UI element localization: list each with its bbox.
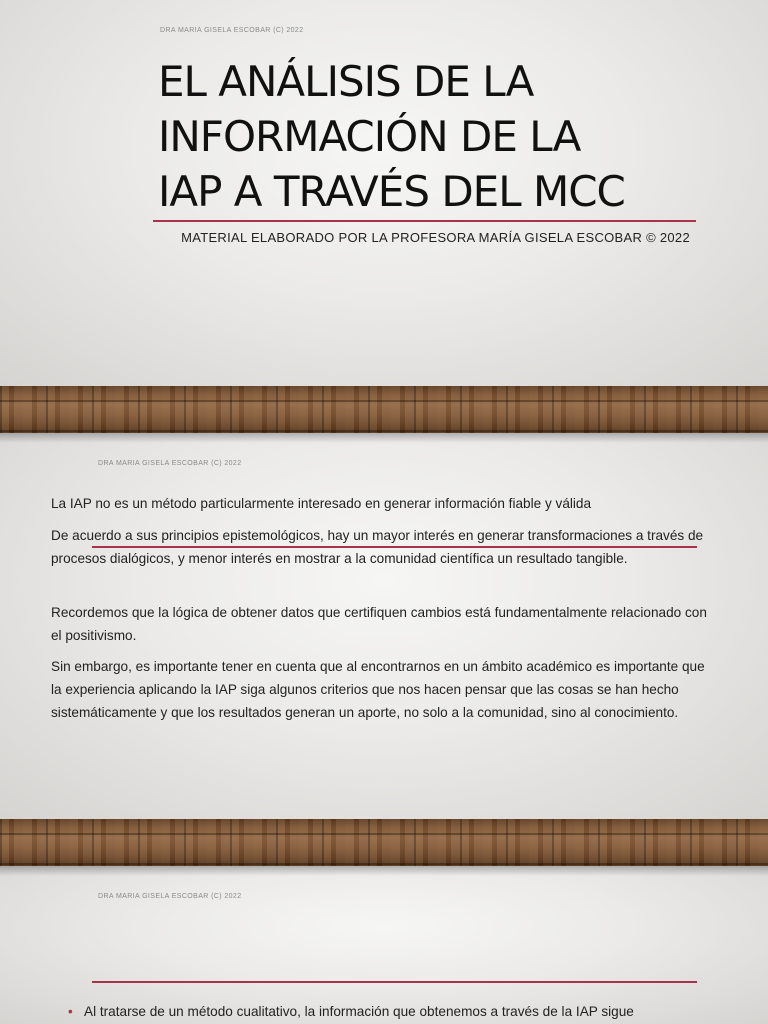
- slide-1: [0, 0, 768, 386]
- bullet-icon: •: [68, 1004, 73, 1019]
- slide-2: [0, 433, 768, 819]
- floor-shadow: [0, 866, 768, 876]
- paragraph: La IAP no es un método particularmente interesado en generar información fiable y válida: [51, 496, 592, 511]
- title-line: IAP A TRAVÉS DEL MCC: [158, 167, 625, 216]
- slide-watermark: DRA MARIA GISELA ESCOBAR (C) 2022: [98, 893, 242, 900]
- title-line: EL ANÁLISIS DE LA: [158, 57, 534, 106]
- bullet-text: Al tratarse de un método cualitativo, la información que obtenemos a través de la IAP sigue: [84, 1004, 634, 1019]
- paragraph: Sin embargo, es importante tener en cuenta que al encontrarnos en un ámbito académico es importante que la experiencia aplicando la IAP siga algunos criterios que nos hacen pensar que las cosas se han hecho sistemáticamente y que los resultados generan un aporte, no solo a la comunidad, sino al conocimiento.: [51, 659, 705, 720]
- slide-subtitle: MATERIAL ELABORADO POR LA PROFESORA MARÍA GISELA ESCOBAR © 2022: [181, 230, 690, 245]
- bullet-item: [68, 1000, 728, 1023]
- title-line: INFORMACIÓN DE LA: [158, 112, 581, 161]
- slide-watermark: DRA MARIA GISELA ESCOBAR (C) 2022: [98, 460, 242, 467]
- paragraph: Recordemos que la lógica de obtener datos que certifiquen cambios está fundamentalmente relacionado con el positivismo.: [51, 605, 707, 643]
- title-divider: [92, 981, 697, 983]
- slide-watermark: DRA MARIA GISELA ESCOBAR (C) 2022: [160, 27, 304, 34]
- wood-floor-decoration: [0, 819, 768, 866]
- floor-shadow: [0, 433, 768, 443]
- slide-title: [158, 54, 718, 219]
- title-divider: [92, 546, 697, 548]
- paragraph: De acuerdo a sus principios epistemológicos, hay un mayor interés en generar transformaciones a través de procesos dialógicos, y menor interés en mostrar a la comunidad científica un resultado tangible.: [51, 528, 704, 566]
- wood-floor-decoration: [0, 386, 768, 433]
- title-divider: [153, 220, 696, 222]
